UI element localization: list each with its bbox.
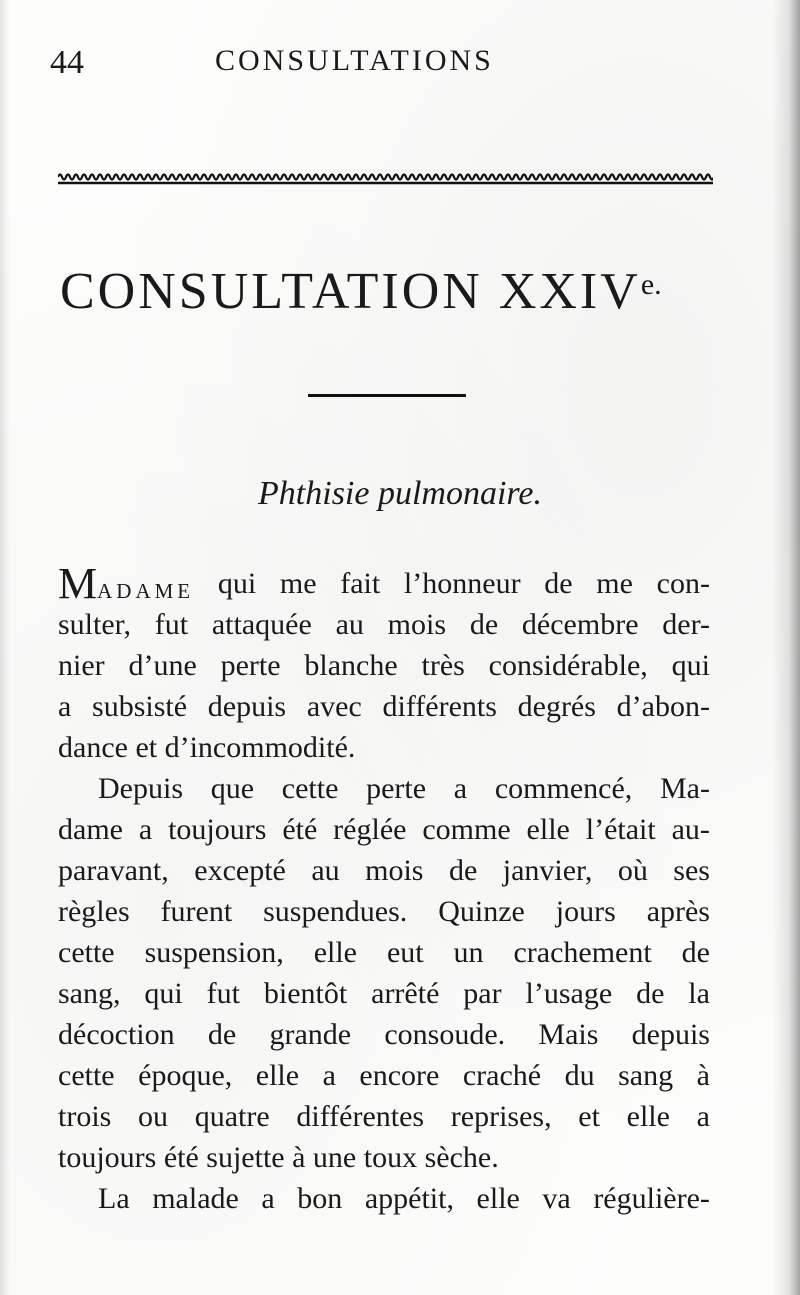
word: réglée xyxy=(333,813,407,846)
text-line xyxy=(58,559,710,608)
word: trois xyxy=(58,1100,112,1133)
word: cette xyxy=(281,772,339,805)
word: reprises, xyxy=(450,1100,552,1133)
text-line xyxy=(58,1014,710,1055)
word: toujours xyxy=(168,813,267,846)
word: été xyxy=(282,813,318,846)
word: dance et d’incommodité. xyxy=(58,731,356,764)
word: crachement xyxy=(513,936,652,969)
page-left-shadow xyxy=(0,0,10,1295)
word: cette xyxy=(58,936,115,969)
word: d’une xyxy=(128,649,197,682)
text-line xyxy=(58,973,710,1014)
word: l’honneur xyxy=(403,567,521,600)
word: époque, xyxy=(138,1059,233,1092)
word: quatre xyxy=(194,1100,270,1133)
text-line xyxy=(58,727,710,768)
word: considérable, xyxy=(488,649,648,682)
word: perte xyxy=(220,649,281,682)
body-text xyxy=(58,559,710,1219)
word: excepté xyxy=(194,854,286,887)
word: décembre xyxy=(521,608,639,641)
small-caps: ADAME xyxy=(97,579,195,603)
word: du xyxy=(564,1059,595,1092)
word: dame xyxy=(58,813,123,846)
text-line xyxy=(58,850,710,891)
word: cette xyxy=(58,1059,115,1092)
word: un xyxy=(453,936,484,969)
word: Mais xyxy=(538,1018,599,1051)
word: con- xyxy=(656,567,710,600)
word: consoude. xyxy=(384,1018,506,1051)
word: blanche xyxy=(304,649,398,682)
word: de xyxy=(207,1018,237,1051)
word: régulière- xyxy=(593,1182,710,1215)
word: sang xyxy=(618,1059,674,1092)
subject-title: Phthisie pulmonaire. xyxy=(258,475,542,512)
word: ou xyxy=(138,1100,169,1133)
word: de xyxy=(544,567,573,600)
word: au- xyxy=(671,813,710,846)
word: où xyxy=(617,854,648,887)
word: qui xyxy=(217,567,257,600)
text-line xyxy=(58,1178,710,1219)
page-right-shadow xyxy=(772,0,800,1295)
word: que xyxy=(210,772,255,805)
word: d’abon- xyxy=(616,690,710,723)
drop-cap: M xyxy=(58,559,98,608)
word: encore xyxy=(359,1059,440,1092)
word: elle xyxy=(255,1059,300,1092)
word: elle xyxy=(526,813,570,846)
word: grande xyxy=(269,1018,352,1051)
word: a xyxy=(138,813,153,846)
short-divider-rule xyxy=(308,394,466,397)
word: au xyxy=(335,608,364,641)
word: a xyxy=(58,690,72,723)
word: et xyxy=(578,1100,600,1133)
word: qui xyxy=(671,649,710,682)
word: nier xyxy=(58,649,105,682)
word: arrêté xyxy=(371,977,440,1010)
word: craché xyxy=(462,1059,542,1092)
text-line xyxy=(58,1055,710,1096)
text-line xyxy=(58,645,710,686)
text-line xyxy=(58,1137,710,1178)
word: sulter, xyxy=(58,608,131,641)
word: Depuis xyxy=(98,772,183,805)
word: furent xyxy=(160,895,233,928)
text-line xyxy=(58,891,710,932)
word: mois xyxy=(387,608,447,641)
running-title: CONSULTATIONS xyxy=(215,44,494,77)
word: de xyxy=(469,608,499,641)
word: très xyxy=(421,649,465,682)
word: der- xyxy=(662,608,710,641)
consultation-heading xyxy=(60,262,720,321)
word: fait xyxy=(340,567,381,600)
word: a xyxy=(696,1100,710,1133)
word: commencé, xyxy=(494,772,633,805)
word: sang, xyxy=(58,977,121,1010)
word: appétit, xyxy=(364,1182,454,1215)
word: fut xyxy=(206,977,240,1010)
word: différents xyxy=(382,690,497,723)
page-number: 44 xyxy=(50,44,84,81)
word: ses xyxy=(673,854,710,887)
word: a xyxy=(453,772,468,805)
word: a xyxy=(261,1182,275,1215)
word: elle xyxy=(313,936,357,969)
word: subsisté xyxy=(92,690,188,723)
word: fut xyxy=(154,608,189,641)
word: suspension, xyxy=(144,936,284,969)
ornamental-wavy-rule xyxy=(58,170,713,186)
word: comme xyxy=(422,813,511,846)
word: elle xyxy=(476,1182,520,1215)
word: jours xyxy=(555,895,616,928)
consultation-heading-superscript: e. xyxy=(640,268,662,301)
word: l’usage xyxy=(525,977,613,1010)
word: règles xyxy=(58,895,130,928)
text-line xyxy=(58,932,710,973)
word: me xyxy=(279,567,317,600)
word: janvier, xyxy=(502,854,593,887)
text-line xyxy=(58,809,710,850)
consultation-heading-text: CONSULTATION XXIV xyxy=(60,263,641,320)
word: me xyxy=(596,567,633,600)
word: Quinze xyxy=(438,895,525,928)
word: l’était xyxy=(585,813,656,846)
word: mois xyxy=(365,854,424,887)
word: depuis xyxy=(631,1018,710,1051)
word: à xyxy=(696,1059,710,1092)
text-line xyxy=(58,686,710,727)
word: va xyxy=(542,1182,571,1215)
word: toujours été sujette à une toux sèche. xyxy=(58,1141,499,1174)
word: de xyxy=(448,854,478,887)
word: malade xyxy=(152,1182,239,1215)
word: a xyxy=(322,1059,336,1092)
word: la xyxy=(688,977,710,1010)
word: par xyxy=(463,977,502,1010)
word: attaquée xyxy=(211,608,312,641)
word: bientôt xyxy=(263,977,348,1010)
text-line xyxy=(58,604,710,645)
word: depuis xyxy=(207,690,287,723)
word: elle xyxy=(626,1100,670,1133)
word: perte xyxy=(366,772,427,805)
word: différentes xyxy=(296,1100,425,1133)
running-head xyxy=(0,40,800,80)
word: de xyxy=(636,977,665,1010)
word: après xyxy=(646,895,710,928)
word: paravant, xyxy=(58,854,169,887)
text-line xyxy=(58,1096,710,1137)
text-line xyxy=(58,768,710,809)
word: au xyxy=(311,854,340,887)
word: décoction xyxy=(58,1018,175,1051)
word: bon xyxy=(297,1182,343,1215)
word: avec xyxy=(306,690,362,723)
opening-word xyxy=(58,559,195,608)
word: Ma- xyxy=(660,772,710,805)
word: La xyxy=(98,1182,130,1215)
word: qui xyxy=(144,977,183,1010)
word: de xyxy=(681,936,710,969)
word: degrés xyxy=(517,690,596,723)
word: suspendues. xyxy=(263,895,408,928)
word: eut xyxy=(386,936,424,969)
